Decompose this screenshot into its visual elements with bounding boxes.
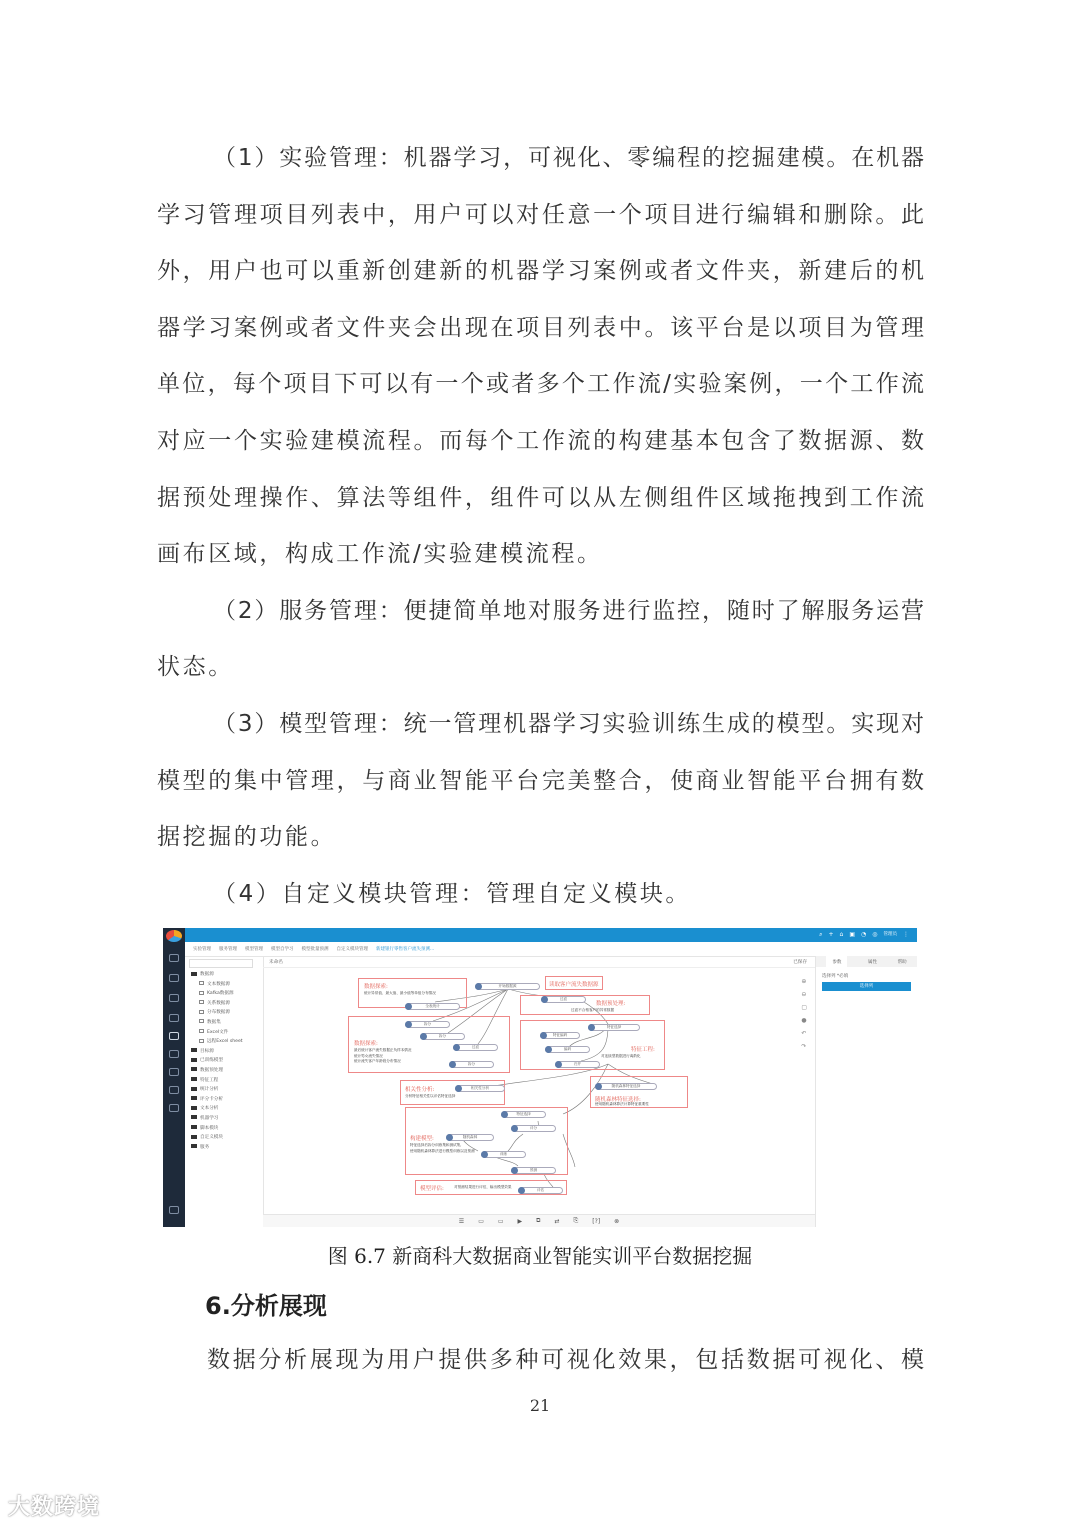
component-search-input[interactable]: [189, 959, 253, 968]
tree-folder[interactable]: 评分卡分析: [191, 1095, 243, 1105]
group-description: 特征选择后拆分训练集和测试集,: [410, 1143, 462, 1147]
group-title: 数据预处理:: [596, 1001, 626, 1007]
canvas-bottom-toolbar: [263, 1214, 815, 1227]
home-icon[interactable]: ⌂: [839, 931, 844, 938]
fit-icon[interactable]: ▢: [801, 1004, 807, 1011]
group-title: 模型评估:: [420, 1186, 444, 1192]
text-line: 器学习案例或者文件夹会出现在项目列表中。该平台是以项目为管理: [157, 314, 925, 341]
tree-folder[interactable]: 数据源: [191, 970, 243, 980]
section-heading: 6.分析展现: [205, 1292, 327, 1320]
workflow-node-merge[interactable]: 归并: [555, 1061, 600, 1068]
workflow-node-evaluate[interactable]: 评估: [518, 1187, 563, 1194]
group-description: 使用随机森林算法计算特征重要性: [595, 1102, 649, 1106]
tree-item[interactable]: 数据集: [191, 1018, 243, 1028]
text-line: （2）服务管理：便捷简单地对服务进行监控，随时了解服务运营: [213, 597, 925, 624]
select-column-button[interactable]: 选择列: [822, 982, 911, 991]
text-line: 画布区域，构成工作流/实验建模流程。: [157, 541, 603, 568]
toolbar-tool-icon[interactable]: ⊗: [614, 1217, 620, 1225]
tree-folder[interactable]: 服务: [191, 1143, 243, 1153]
figure-caption: 图 6.7 新商科大数据商业智能实训平台数据挖掘: [327, 1244, 753, 1268]
tree-item[interactable]: 关系数据源: [191, 999, 243, 1009]
group-description: 统计流失客户年龄段分布情况: [354, 1059, 401, 1063]
group-description: 对连续型数据进行离散化: [601, 1054, 641, 1058]
workflow-node-filter2[interactable]: 过滤: [541, 996, 586, 1003]
group-title: 数据探索:: [364, 984, 388, 990]
breadcrumb-item[interactable]: 实验管理: [193, 947, 211, 952]
text-line: （4）自定义模块管理：管理自定义模块。: [213, 880, 692, 907]
tree-folder[interactable]: 数据预处理: [191, 1066, 243, 1076]
tree-item[interactable]: 远程Excel sheet: [191, 1037, 243, 1047]
flow-group-read: [545, 976, 603, 990]
toolbar-tool-icon[interactable]: ▭: [478, 1217, 484, 1225]
app-sidebar: [163, 928, 185, 1227]
text-line: 模型的集中管理，与商业智能平台完美整合，使商业智能平台拥有数: [157, 767, 925, 794]
tree-folder[interactable]: 文本分析: [191, 1104, 243, 1114]
toolbar-tool-icon[interactable]: ⇄: [554, 1217, 560, 1225]
tree-folder[interactable]: 机器学习: [191, 1114, 243, 1124]
toolbar-tool-icon[interactable]: ☰: [458, 1217, 465, 1225]
monitor-icon[interactable]: [169, 954, 179, 962]
more-icon[interactable]: ⋮: [903, 931, 909, 938]
tree-item[interactable]: 分布数据源: [191, 1008, 243, 1018]
group-description: 分析特征相关性以评估特征选择: [405, 1094, 456, 1098]
experiment-icon[interactable]: [169, 1032, 179, 1040]
tree-item[interactable]: Excel文件: [191, 1028, 243, 1038]
lock-icon[interactable]: ▣: [849, 931, 855, 938]
group-title: 构建模型:: [410, 1136, 434, 1142]
user-menu[interactable]: 管理员: [883, 932, 897, 937]
user-icon[interactable]: [169, 1206, 179, 1214]
search-icon[interactable]: ⌕: [819, 931, 823, 938]
canvas-tab[interactable]: 未命名: [269, 960, 283, 965]
group-description: 统计异常值、最大值、最小值等单组分布情况: [364, 991, 436, 995]
property-panel: [815, 956, 917, 1227]
text-line: 数据分析展现为用户提供多种可视化效果，包括数据可视化、模: [207, 1347, 925, 1373]
canvas-zoom-tools: [801, 978, 807, 1050]
tree-item[interactable]: 文本数据源: [191, 980, 243, 990]
flow-group-corr: [400, 1080, 505, 1105]
app-logo: [166, 930, 182, 942]
save-status: 已保存: [793, 960, 807, 965]
chart-icon[interactable]: [169, 1050, 179, 1058]
toolbar-tool-icon[interactable]: [?]: [592, 1217, 601, 1225]
workflow-node-rfmodel[interactable]: 随机森林: [446, 1134, 494, 1141]
group-title: 相关性分析:: [405, 1087, 435, 1093]
page-number: 21: [529, 1396, 551, 1415]
redo-icon[interactable]: ↷: [801, 1043, 807, 1050]
message-icon[interactable]: ◎: [872, 931, 878, 938]
tree-folder[interactable]: 脚本模块: [191, 1124, 243, 1134]
workflow-node-rfsel[interactable]: 随机森林特征选择: [595, 1083, 657, 1090]
breadcrumb-item[interactable]: 新建银行零售客户流失预测...: [376, 947, 435, 952]
undo-icon[interactable]: ↶: [801, 1030, 807, 1037]
tree-folder[interactable]: 自定义模块: [191, 1133, 243, 1143]
workflow-node-split2[interactable]: 拆分: [420, 1033, 465, 1040]
workflow-node-filter1[interactable]: 过滤: [453, 1044, 498, 1051]
grid-icon[interactable]: [169, 974, 179, 982]
plus-icon[interactable]: +: [828, 931, 834, 938]
zoom-in-icon[interactable]: ⊕: [801, 978, 807, 985]
workflow-node-corrnode[interactable]: 相关性分析: [455, 1085, 505, 1092]
breadcrumb-item[interactable]: 模型自学习: [271, 947, 294, 952]
text-line: 单位，每个项目下可以有一个或者多个工作流/实验案例，一个工作流: [157, 371, 925, 398]
workflow-node-predict[interactable]: 预测: [511, 1167, 556, 1174]
toolbar-tool-icon[interactable]: ⎘: [573, 1217, 579, 1224]
workflow-node-featsel2[interactable]: 特征选择: [501, 1111, 546, 1118]
database-icon[interactable]: [169, 994, 179, 1002]
figure-screenshot: [163, 928, 917, 1227]
workflow-node-featsel[interactable]: 特征选择: [588, 1024, 640, 1031]
tree-folder[interactable]: 目标源: [191, 1047, 243, 1057]
text-line: （3）模型管理：统一管理机器学习实验训练生成的模型。实现对: [213, 710, 925, 737]
workflow-node-score[interactable]: 评分: [511, 1125, 556, 1132]
workflow-node-stats[interactable]: 全表统计: [405, 1003, 460, 1010]
workflow-node-featenc[interactable]: 特征编码: [540, 1032, 580, 1039]
tab-params[interactable]: 参数: [826, 956, 847, 968]
tab-help[interactable]: 帮助: [897, 959, 907, 965]
workflow-canvas[interactable]: [263, 956, 815, 1227]
toolbar-tool-icon[interactable]: ▭: [497, 1217, 504, 1225]
group-description: 使用随机森林算法进行模型训练以及预测: [410, 1148, 475, 1153]
workflow-node-source[interactable]: 开始数据源: [475, 983, 540, 990]
flow-group-rf: [590, 1076, 688, 1108]
group-title: 特征工程:: [631, 1047, 655, 1053]
component-panel: [185, 956, 264, 1227]
breadcrumb-item[interactable]: 模型批量预测: [301, 947, 329, 952]
text-line: （1）实验管理：机器学习，可视化、零编程的挖掘建模。在机器: [213, 145, 925, 171]
tree-item[interactable]: Kafka数据源: [191, 989, 243, 999]
text-line: 外，用户也可以重新创建新的机器学习案例或者文件夹，新建后的机: [157, 258, 925, 285]
group-description: 过滤不合格客户的异常数据: [571, 1008, 615, 1012]
zoom-out-icon[interactable]: ⊖: [801, 991, 807, 998]
paragraph-text: [207, 1332, 925, 1389]
breadcrumb-item[interactable]: 自定义模块管理: [336, 947, 368, 952]
text-line: 据挖掘的功能。: [157, 824, 337, 851]
top-bar: [185, 928, 917, 942]
tree-folder[interactable]: 统计分析: [191, 1085, 243, 1095]
group-title: 读取客户流失数据源: [549, 982, 599, 988]
breadcrumb: [185, 942, 917, 957]
watermark-text: 大数跨境: [8, 1495, 101, 1520]
group-description: 最后统计客户流失数据正负样本情况: [354, 1048, 412, 1052]
workflow-node-split1[interactable]: 拆分: [405, 1021, 450, 1028]
toolbar-tool-icon[interactable]: ⧉: [536, 1217, 541, 1224]
workflow-node-train[interactable]: 训练: [481, 1151, 526, 1158]
settings-icon[interactable]: [169, 1104, 179, 1112]
breadcrumb-item[interactable]: 服务管理: [219, 947, 237, 952]
component-tree: [191, 970, 243, 1152]
tree-folder[interactable]: 特征工程: [191, 1076, 243, 1086]
locate-icon[interactable]: ●: [801, 1017, 807, 1024]
toolbar-tool-icon[interactable]: ▶: [517, 1217, 523, 1225]
workflow-node-encode[interactable]: 编码: [545, 1046, 590, 1053]
select-column-label: 选择列 *必填: [822, 974, 849, 979]
breadcrumb-item[interactable]: 模型管理: [245, 947, 263, 952]
body-text: [157, 130, 925, 922]
text-line: 状态。: [157, 654, 234, 681]
headset-icon[interactable]: [169, 1086, 179, 1094]
send-icon[interactable]: [169, 1068, 179, 1076]
tab-properties[interactable]: 属性: [867, 959, 877, 965]
group-title: 数据探索:: [354, 1041, 378, 1047]
group-title: 随机森林特征选择:: [595, 1097, 641, 1103]
group-description: 对预测结果进行评估，输出模型效果: [454, 1185, 512, 1189]
workflow-node-split3[interactable]: 拆分: [449, 1061, 494, 1068]
text-line: 对应一个实验建模流程。而每个工作流的构建基本包含了数据源、数: [157, 427, 925, 454]
text-line: 据预处理操作、算法等组件，组件可以从左侧组件区域拖拽到工作流: [157, 484, 925, 511]
bell-icon[interactable]: ◔: [861, 931, 867, 938]
group-description: 统计男女流失情况: [354, 1053, 383, 1058]
text-line: 学习管理项目列表中，用户可以对任意一个项目进行编辑和删除。此: [157, 201, 925, 228]
tree-folder[interactable]: 已训练模型: [191, 1056, 243, 1066]
watermark-logo: [8, 1490, 100, 1521]
cloud-icon[interactable]: [169, 1014, 179, 1022]
